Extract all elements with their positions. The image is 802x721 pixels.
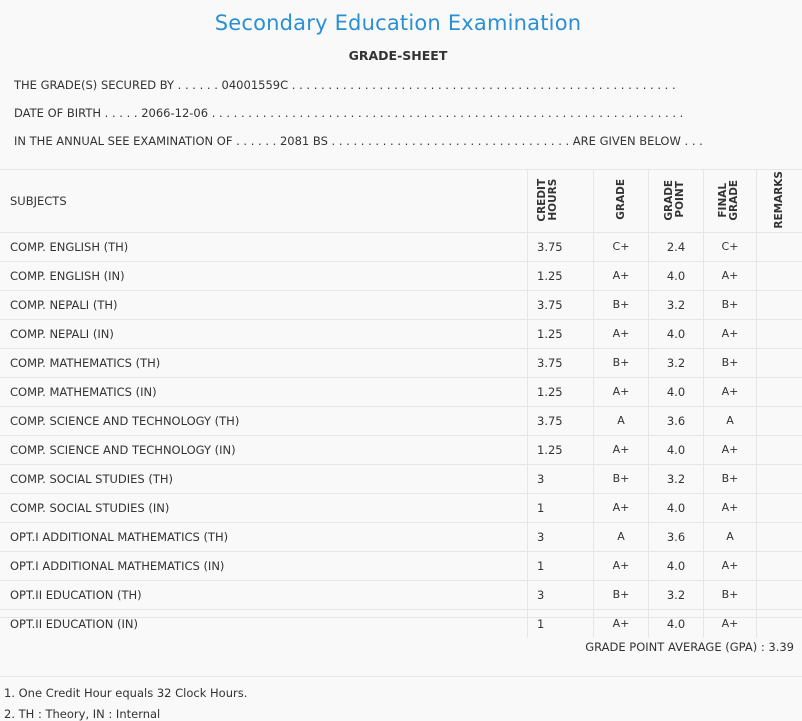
final-grade-cell: A+: [704, 493, 757, 522]
grade-cell: A: [594, 406, 649, 435]
subject-cell: OPT.II EDUCATION (TH): [0, 580, 528, 609]
remarks-cell: [757, 435, 802, 464]
subject-cell: COMP. MATHEMATICS (IN): [0, 377, 528, 406]
remarks-cell: [757, 377, 802, 406]
grades-table: [0, 169, 802, 638]
grade-point-cell: 3.2: [649, 290, 704, 319]
remarks-cell: [757, 348, 802, 377]
header-grade: GRADE: [616, 179, 627, 220]
dob-label: DATE OF BIRTH . . . . .: [14, 106, 141, 120]
grade-cell: A+: [594, 493, 649, 522]
grade-point-cell: 4.0: [649, 319, 704, 348]
remarks-cell: [757, 319, 802, 348]
grade-cell: A+: [594, 609, 649, 638]
grade-cell: B+: [594, 290, 649, 319]
grade-point-cell: 3.2: [649, 348, 704, 377]
table-row: [0, 551, 802, 580]
final-grade-cell: A: [704, 522, 757, 551]
symbol-number: 04001559C: [222, 78, 289, 92]
final-grade-cell: A: [704, 406, 757, 435]
exam-line: [14, 134, 703, 148]
remarks-cell: [757, 522, 802, 551]
remarks-cell: [757, 493, 802, 522]
grade-point-cell: 3.6: [649, 406, 704, 435]
subject-cell: OPT.I ADDITIONAL MATHEMATICS (IN): [0, 551, 528, 580]
credit-hours-cell: 1: [528, 493, 594, 522]
final-grade-cell: A+: [704, 377, 757, 406]
grade-point-cell: 4.0: [649, 377, 704, 406]
exam-dots: . . . . . . . . . . . . . . . . . . . . . . . . . . . . . . . . . ARE GIVEN BELOW . . .: [328, 134, 703, 148]
remarks-cell: [757, 232, 802, 261]
final-grade-cell: A+: [704, 609, 757, 638]
final-grade-cell: A+: [704, 551, 757, 580]
table-row: [0, 319, 802, 348]
subject-cell: COMP. NEPALI (TH): [0, 290, 528, 319]
remarks-cell: [757, 580, 802, 609]
grade-cell: A+: [594, 551, 649, 580]
gpa-row: [0, 617, 802, 677]
exam-label: IN THE ANNUAL SEE EXAMINATION OF . . . . . .: [14, 134, 280, 148]
header-remarks: REMARKS: [774, 171, 785, 229]
credit-hours-cell: 3.75: [528, 290, 594, 319]
grade-cell: B+: [594, 580, 649, 609]
note-abbreviations: 2. TH : Theory, IN : Internal: [4, 707, 160, 721]
remarks-cell: [757, 551, 802, 580]
header-credit-hours-cell: [528, 170, 594, 233]
table-row: [0, 493, 802, 522]
grade-cell: A+: [594, 261, 649, 290]
grade-cell: A: [594, 522, 649, 551]
final-grade-cell: B+: [704, 290, 757, 319]
exam-year: 2081 BS: [280, 134, 328, 148]
final-grade-cell: C+: [704, 232, 757, 261]
grade-cell: B+: [594, 464, 649, 493]
grade-point-cell: 4.0: [649, 551, 704, 580]
subject-cell: COMP. SCIENCE AND TECHNOLOGY (IN): [0, 435, 528, 464]
header-remarks-cell: [757, 170, 802, 233]
credit-hours-cell: 1.25: [528, 377, 594, 406]
grade-sheet-heading: GRADE-SHEET: [0, 48, 796, 63]
table-row: [0, 406, 802, 435]
credit-hours-cell: 1.25: [528, 435, 594, 464]
subject-cell: COMP. SOCIAL STUDIES (IN): [0, 493, 528, 522]
credit-hours-cell: 1: [528, 609, 594, 638]
grade-point-cell: 4.0: [649, 609, 704, 638]
subject-cell: COMP. ENGLISH (TH): [0, 232, 528, 261]
grade-point-cell: 3.2: [649, 580, 704, 609]
header-credit-hours: CREDIT HOURS: [537, 169, 561, 231]
header-final-grade-cell: [704, 170, 757, 233]
subject-cell: COMP. MATHEMATICS (TH): [0, 348, 528, 377]
subject-cell: COMP. NEPALI (IN): [0, 319, 528, 348]
grade-point-cell: 4.0: [649, 261, 704, 290]
remarks-cell: [757, 261, 802, 290]
credit-hours-cell: 3: [528, 464, 594, 493]
final-grade-cell: A+: [704, 435, 757, 464]
secured-by-label: THE GRADE(S) SECURED BY . . . . . .: [14, 78, 222, 92]
credit-hours-cell: 3.75: [528, 232, 594, 261]
grade-point-cell: 4.0: [649, 493, 704, 522]
final-grade-cell: A+: [704, 261, 757, 290]
remarks-cell: [757, 406, 802, 435]
table-row: [0, 290, 802, 319]
table-row: [0, 464, 802, 493]
table-row: [0, 377, 802, 406]
grade-point-cell: 4.0: [649, 435, 704, 464]
date-of-birth: 2066-12-06: [141, 106, 208, 120]
final-grade-cell: B+: [704, 580, 757, 609]
dob-dots: . . . . . . . . . . . . . . . . . . . . . . . . . . . . . . . . . . . . . . . . . . . . . . . . . . . . . . . . . . . . . . . . .: [208, 106, 683, 120]
credit-hours-cell: 3.75: [528, 348, 594, 377]
gpa-value: 3.39: [768, 640, 794, 654]
credit-hours-cell: 1.25: [528, 319, 594, 348]
final-grade-cell: A+: [704, 319, 757, 348]
header-grade-cell: [594, 170, 649, 233]
page-title: Secondary Education Examination: [0, 11, 796, 35]
note-credit-hour: 1. One Credit Hour equals 32 Clock Hours.: [4, 686, 247, 700]
grade-cell: B+: [594, 348, 649, 377]
remarks-cell: [757, 464, 802, 493]
subject-cell: COMP. ENGLISH (IN): [0, 261, 528, 290]
subject-cell: COMP. SCIENCE AND TECHNOLOGY (TH): [0, 406, 528, 435]
gpa-summary: [585, 640, 794, 654]
grade-point-cell: 2.4: [649, 232, 704, 261]
credit-hours-cell: 1: [528, 551, 594, 580]
table-row: [0, 435, 802, 464]
table-row: [0, 232, 802, 261]
grade-point-cell: 3.2: [649, 464, 704, 493]
table-header-row: [0, 170, 802, 233]
header-final-grade: FINAL GRADE: [718, 169, 742, 231]
grade-point-cell: 3.6: [649, 522, 704, 551]
table-row: [0, 348, 802, 377]
table-row: [0, 580, 802, 609]
subject-cell: OPT.I ADDITIONAL MATHEMATICS (TH): [0, 522, 528, 551]
table-row: [0, 522, 802, 551]
subject-cell: OPT.II EDUCATION (IN): [0, 609, 528, 638]
grades-table-body: [0, 232, 802, 638]
table-row: [0, 261, 802, 290]
credit-hours-cell: 3: [528, 522, 594, 551]
credit-hours-cell: 3: [528, 580, 594, 609]
credit-hours-cell: 1.25: [528, 261, 594, 290]
subject-cell: COMP. SOCIAL STUDIES (TH): [0, 464, 528, 493]
grade-cell: A+: [594, 435, 649, 464]
dob-line: [14, 106, 683, 120]
header-subjects: SUBJECTS: [0, 170, 528, 233]
credit-hours-cell: 3.75: [528, 406, 594, 435]
grade-cell: C+: [594, 232, 649, 261]
header-grade-point-cell: [649, 170, 704, 233]
final-grade-cell: B+: [704, 348, 757, 377]
grade-cell: A+: [594, 377, 649, 406]
gpa-label: GRADE POINT AVERAGE (GPA) :: [585, 640, 768, 654]
remarks-cell: [757, 290, 802, 319]
secured-by-dots: . . . . . . . . . . . . . . . . . . . . . . . . . . . . . . . . . . . . . . . . . . . . . . . . . . . . .: [288, 78, 676, 92]
grade-cell: A+: [594, 319, 649, 348]
final-grade-cell: B+: [704, 464, 757, 493]
secured-by-line: [14, 78, 676, 92]
header-grade-point: GRADE POINT: [664, 169, 688, 231]
